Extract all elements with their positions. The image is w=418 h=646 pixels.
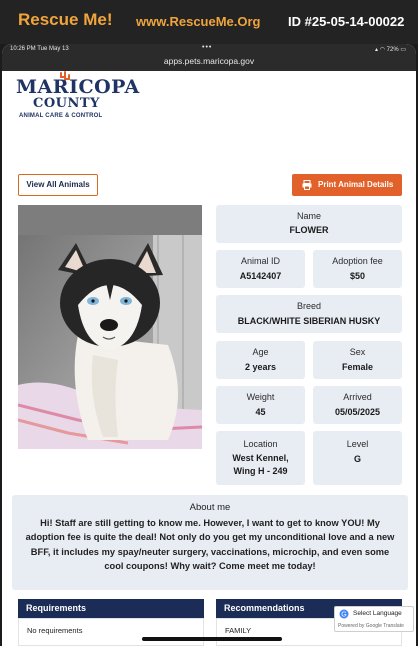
- status-bar: [2, 44, 416, 56]
- sex-label: Sex: [349, 347, 366, 357]
- banner-id: ID #25-05-14-00022: [288, 14, 405, 29]
- maricopa-logo[interactable]: [16, 70, 140, 126]
- google-translate-widget[interactable]: [334, 606, 414, 632]
- home-indicator[interactable]: [142, 637, 282, 641]
- logo-line-1: MARICOPA: [16, 76, 140, 98]
- adoption-fee-label: Adoption fee: [332, 256, 383, 266]
- animal-photo: [18, 205, 202, 449]
- level-label: Level: [346, 439, 369, 449]
- logo-line-3: ANIMAL CARE & CONTROL: [19, 113, 103, 119]
- battery-icon: ▭: [400, 47, 406, 53]
- rescueme-banner: [0, 0, 418, 44]
- animal-id-card: [216, 250, 305, 288]
- multitask-dots-icon[interactable]: •••: [202, 44, 213, 51]
- location-value-line-2: Wing H - 249: [233, 466, 288, 476]
- requirements-text: No requirements: [27, 626, 83, 635]
- location-label: Location: [243, 439, 278, 449]
- print-animal-details-button[interactable]: [292, 174, 402, 196]
- breed-card: [216, 295, 402, 333]
- view-all-animals-button[interactable]: View All Animals: [18, 174, 98, 196]
- arrived-label: Arrived: [343, 392, 372, 402]
- name-label: Name: [296, 211, 321, 221]
- location-card: [216, 431, 305, 485]
- name-value: FLOWER: [289, 225, 329, 235]
- banner-site: www.RescueMe.Org: [136, 14, 261, 29]
- printer-icon: [302, 180, 312, 190]
- location-value-line-1: West Kennel,: [232, 453, 289, 463]
- level-value: G: [353, 454, 361, 464]
- age-value: 2 years: [244, 362, 277, 372]
- breed-value: BLACK/WHITE SIBERIAN HUSKY: [237, 316, 381, 326]
- breed-label: Breed: [296, 301, 322, 311]
- animal-id-label: Animal ID: [240, 256, 280, 266]
- svg-text:G: G: [341, 611, 347, 619]
- age-card: [216, 341, 305, 379]
- level-card: [313, 431, 402, 485]
- status-right: [375, 46, 406, 53]
- arrived-value: 05/05/2025: [334, 407, 381, 417]
- weight-card: [216, 386, 305, 424]
- requirements-heading: Requirements: [18, 599, 204, 618]
- print-button-label: Print Animal Details: [318, 180, 394, 189]
- age-label: Age: [252, 347, 269, 357]
- recommendations-text: FAMILY: [225, 626, 252, 635]
- battery-percent: 72%: [386, 47, 399, 53]
- adoption-fee-card: [313, 250, 402, 288]
- name-card: [216, 205, 402, 243]
- about-heading: About me: [189, 502, 231, 513]
- google-translate-icon: [339, 609, 349, 619]
- powered-by-translate: Powered by Google Translate: [338, 623, 404, 629]
- arrived-card: [313, 386, 402, 424]
- adoption-fee-value: $50: [349, 271, 366, 281]
- status-time: 10:26 PM Tue May 13: [10, 46, 69, 52]
- about-text: Hi! Staff are still getting to know me. However, I want to get to know YOU! My adoption fee is quite the deal! Not only do you get my unconditional love and a new BFF, it includes my spay/neuter surgery, vaccinations, microchip, and even some cool coupons! Why wait? Come meet me today!: [25, 518, 395, 571]
- requirements-body: [18, 618, 204, 646]
- sex-value: Female: [341, 362, 374, 372]
- animal-id-value: A5142407: [239, 271, 282, 281]
- recommendations-heading: Recommendations: [216, 599, 402, 618]
- sex-card: [313, 341, 402, 379]
- select-language-label[interactable]: Select Language: [353, 610, 402, 617]
- weight-value: 45: [255, 407, 266, 417]
- weight-label: Weight: [246, 392, 275, 402]
- tablet-screen: [2, 44, 416, 646]
- url-bar[interactable]: apps.pets.maricopa.gov: [2, 56, 416, 71]
- about-me-section: [12, 495, 408, 590]
- husky-photo-illustration: [18, 205, 202, 449]
- banner-brand: Rescue Me!: [18, 10, 113, 29]
- wifi-icon: ▴ ◠: [375, 47, 387, 53]
- logo-line-2: COUNTY: [33, 96, 100, 111]
